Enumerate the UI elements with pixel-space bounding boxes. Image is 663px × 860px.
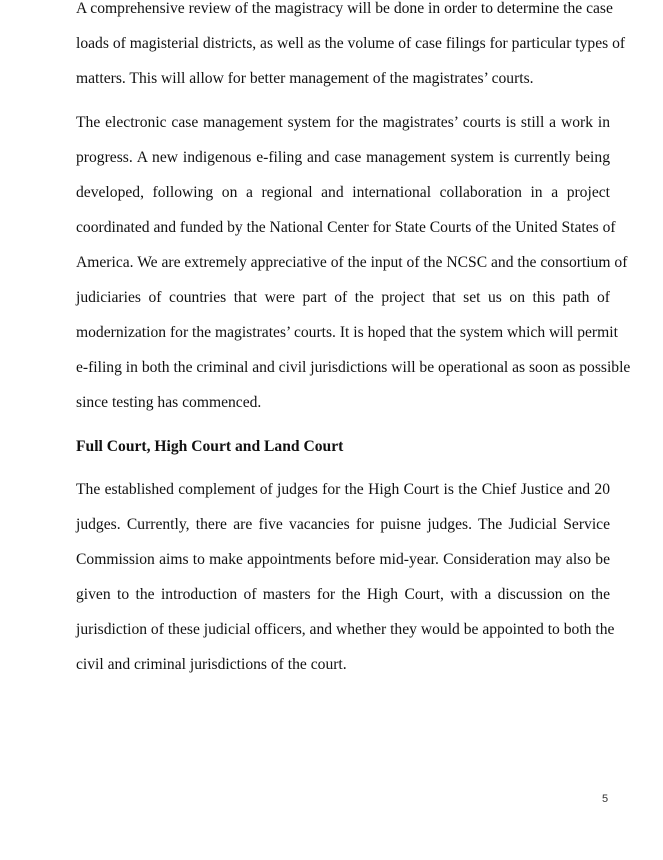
text-line: modernization for the magistrates’ courts. It is hoped that the system which will permit <box>76 324 618 341</box>
text-line: progress. A new indigenous e-filing and case management system is currently being <box>76 149 610 166</box>
text-line: e-filing in both the criminal and civil jurisdictions will be operational as soon as possible <box>76 359 631 376</box>
text-line: developed, following on a regional and international collaboration in a project <box>76 184 610 201</box>
text-line: Commission aims to make appointments before mid-year. Consideration may also be <box>76 551 610 568</box>
text-line: since testing has commenced. <box>76 394 262 411</box>
text-line: jurisdiction of these judicial officers, and whether they would be appointed to both the <box>76 621 615 638</box>
text-line: America. We are extremely appreciative of the input of the NCSC and the consortium of <box>76 254 628 271</box>
text-line: loads of magisterial districts, as well as the volume of case filings for particular types of <box>76 35 626 52</box>
text-line: given to the introduction of masters for the High Court, with a discussion on the <box>76 586 610 603</box>
text-line: judiciaries of countries that were part of the project that set us on this path of <box>76 289 610 306</box>
text-line: coordinated and funded by the National Center for State Courts of the United States of <box>76 219 616 236</box>
text-line: The electronic case management system for the magistrates’ courts is still a work in <box>76 114 610 131</box>
text-line: civil and criminal jurisdictions of the court. <box>76 656 347 673</box>
text-line: judges. Currently, there are five vacancies for puisne judges. The Judicial Service <box>76 516 610 533</box>
section-heading: Full Court, High Court and Land Court <box>76 438 344 455</box>
page-number: 5 <box>602 793 609 805</box>
text-line: The established complement of judges for the High Court is the Chief Justice and 20 <box>76 481 610 498</box>
text-line: A comprehensive review of the magistracy will be done in order to determine the case <box>76 0 613 17</box>
text-line: matters. This will allow for better management of the magistrates’ courts. <box>76 70 534 87</box>
